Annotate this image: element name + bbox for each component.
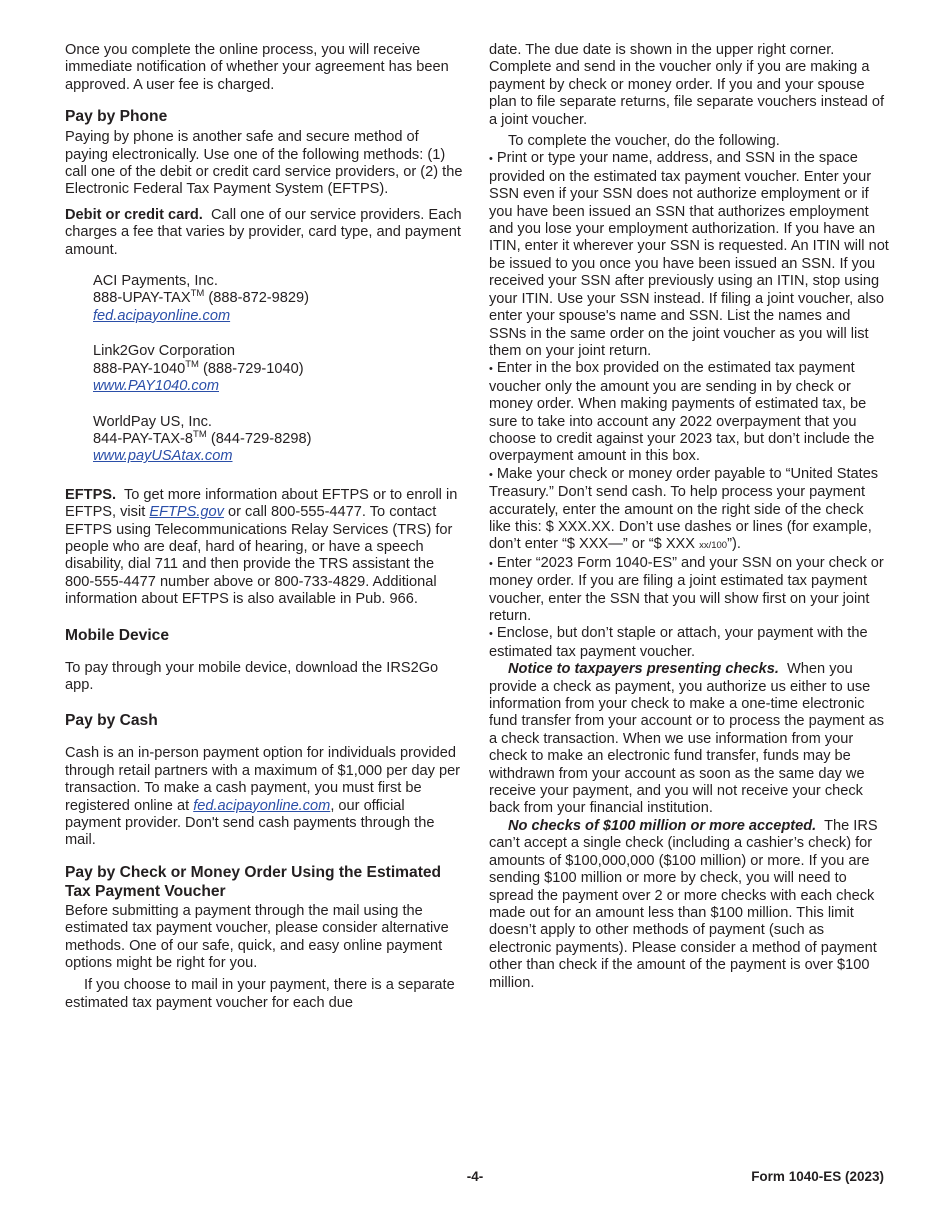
no-checks-paragraph: No checks of $100 million or more accepted. The IRS can’t accept a single check (including a cashier’s check) for amounts of $100,000,000 ($100 million) or more. If you are sending $100 million or more by check, you will need to spread the payment over 2 or more checks with each check made out for an amount less than $100 million. This limit doesn’t apply to other methods of payment (such as electronic payments). Please consider a method of payment other than check if the amount of the payment is over $100 million. [489, 817, 878, 991]
debit-credit-text: Call one of our service providers. Each charges a fee that varies by provider, card type, and payment amount. [65, 206, 462, 258]
pay-by-check-text-1: Before submitting a payment through the mail using the estimated tax payment voucher, please consider alternative methods. One of our safe, quick, and easy online payment options might be right for you. [65, 902, 449, 972]
provider-name: Link2Gov Corporation [93, 343, 235, 360]
eftps-label: EFTPS. [65, 486, 117, 503]
form-identifier: Form 1040-ES (2023) [751, 1169, 884, 1184]
pay-by-check-heading: Pay by Check or Money Order Using the Estimated Tax Payment Voucher [65, 863, 442, 900]
bullet-icon: • [489, 628, 493, 641]
voucher-continued-text: date. The due date is shown in the upper right corner. Complete and send in the voucher only if you are making a payment by check or money order. If you and your spouse plan to file separate returns, file separate vouchers instead of a joint voucher. [489, 42, 885, 128]
bullet-icon: • [489, 363, 493, 376]
voucher-bullet: • Enter “2023 Form 1040-ES” and your SSN on your check or money order. If you are filing a joint estimated tax payment voucher, enter the SSN that you will show first on your joint return. [489, 554, 884, 624]
voucher-bullet: • Enter in the box provided on the estimated tax payment voucher only the amount you are sending in by check or money order. When making payments of estimated tax, be sure to take into account any 2022 overpayment that you choose to credit against your 2023 tax, but don’t include the overpayment amount in this box. [489, 360, 875, 465]
provider-name: WorldPay US, Inc. [93, 413, 212, 430]
cash-provider-link[interactable]: fed.acipayonline.com [193, 797, 331, 814]
bullet-icon: • [489, 468, 493, 481]
left-column [65, 42, 463, 1012]
provider-phone: 844-PAY-TAX-8™ (844-729-8298) [93, 429, 312, 447]
pay-by-phone-text: Paying by phone is another safe and secure method of paying electronically. Use one of the following methods: (1) call one of the debit or credit card service providers, or (2) the Electronic Federal Tax Payment System (EFTPS). [65, 129, 463, 198]
pay-by-cash-heading: Pay by Cash [65, 712, 158, 730]
bullet-icon: • [489, 557, 493, 570]
intro-paragraph: Once you complete the online process, you will receive immediate notification of whether your agreement has been approved. A user fee is charged. [65, 42, 449, 93]
notice-paragraph: Notice to taxpayers presenting checks. When you provide a check as payment, you authorize us either to use information from your check to make a one-time electronic fund transfer from your account or to process the payment as a check transaction. When we use information from your check to make an electronic fund transfer, funds may be withdrawn from your account as soon as the same day we receive your payment, and you will not receive your check back from your financial institution. [489, 661, 885, 817]
pay-by-phone-heading: Pay by Phone [65, 108, 168, 126]
mobile-device-text: To pay through your mobile device, download the IRS2Go app. [65, 659, 439, 693]
page-number: -4- [466, 1169, 484, 1184]
pay-by-check-text-2: If you choose to mail in your payment, there is a separate estimated tax payment voucher for each due [65, 977, 455, 1011]
provider-link-payusatax[interactable]: www.payUSAtax.com [93, 448, 233, 465]
notice-label: Notice to taxpayers presenting checks. [508, 661, 779, 678]
provider-list [65, 273, 463, 466]
voucher-bullet: • Enclose, but don’t staple or attach, your payment with the estimated tax payment voucher. [489, 625, 868, 660]
no-checks-label: No checks of $100 million or more accepted. [508, 817, 817, 834]
provider-link2gov [93, 343, 463, 395]
voucher-bullet: • Print or type your name, address, and SSN in the space provided on the estimated tax payment voucher. Enter your SSN even if your SSN does not authorize employment or if you have been issued an SSN that authorizes employment and you lose your employment authorization. If you have an ITIN, enter it wherever your SSN is requested. An ITIN will not be issued to you once you have been issued an SSN. If you received your SSN after previously using an ITIN, stop using your ITIN. Use your SSN instead. If filing a joint voucher, also enter your spouse's name and SSN. List the names and SSNs in the same order on the joint voucher as you will list them on your joint return. [489, 150, 889, 359]
pay-by-cash-text: Cash is an in-person payment option for individuals provided through retail partners with a maximum of $1,000 per day per transaction. To make a cash payment, you must first be registered online at fed.acipayonline.com, our official payment provider. Don't send cash payments through the mail. [65, 745, 461, 849]
debit-credit-paragraph [65, 207, 463, 259]
provider-aci [93, 273, 463, 325]
provider-link-aci[interactable]: fed.acipayonline.com [93, 307, 231, 324]
eftps-paragraph: EFTPS. To get more information about EFTPS or to enroll in EFTPS, visit EFTPS.gov or call 800-555-4477. To contact EFTPS using Telecommunications Relay Services (TRS) for people who are deaf, hard of hearing, or have a speech disability, dial 711 and then provide the TRS assistant the 800-555-4477 number above or 800-733-4829. Additional information about EFTPS is also available in Pub. 966. [65, 486, 458, 608]
voucher-bullet: • Make your check or money order payable to “United States Treasury.” Don’t send cash. To help process your payment accurately, enter the amount on the right side of the check like this: $ XXX.XX. Don’t use dashes or lines (for example, don’t enter “$ XXX—” or “$ XXX xx/100”). [489, 465, 879, 553]
eftps-link[interactable]: EFTPS.gov [149, 504, 224, 521]
voucher-instructions-intro: To complete the voucher, do the following. [508, 133, 780, 150]
bullet-icon: • [489, 153, 493, 166]
right-column [489, 42, 889, 992]
provider-phone: 888-UPAY-TAX™ (888-872-9829) [93, 288, 309, 307]
debit-credit-label: Debit or credit card. [65, 206, 203, 223]
provider-worldpay [93, 414, 463, 466]
provider-phone: 888-PAY-1040™ (888-729-1040) [93, 358, 304, 377]
provider-name: ACI Payments, Inc. [93, 273, 218, 290]
mobile-device-heading: Mobile Device [65, 626, 169, 644]
provider-link-pay1040[interactable]: www.PAY1040.com [93, 378, 219, 395]
